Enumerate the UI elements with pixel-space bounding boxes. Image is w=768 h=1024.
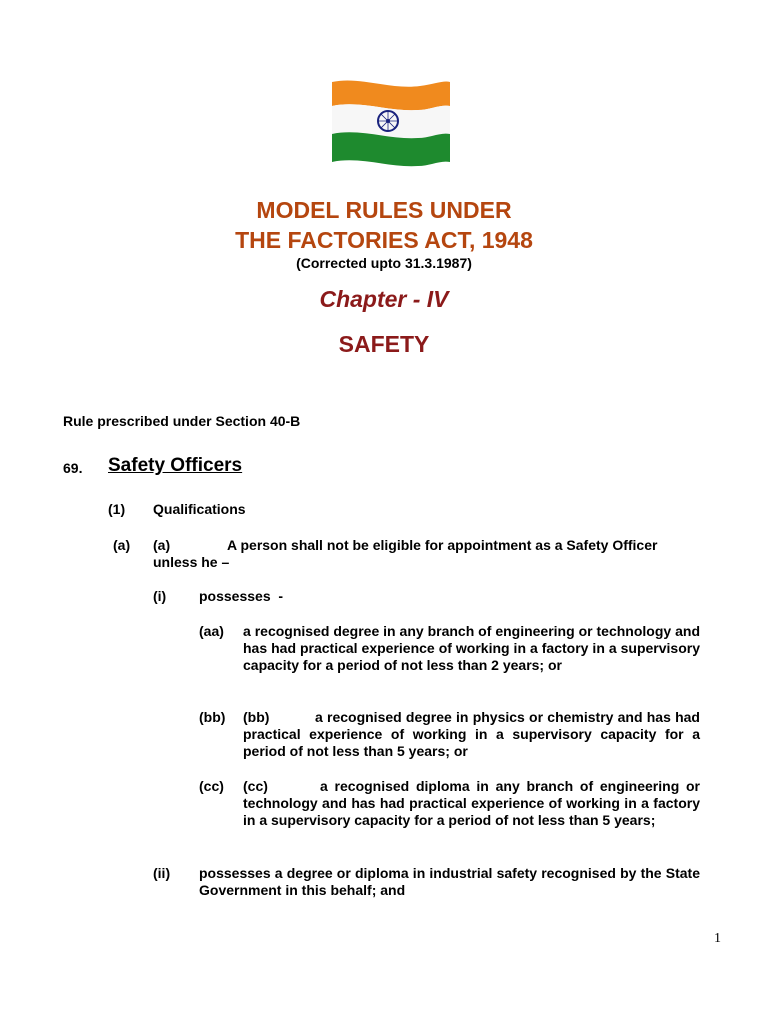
item-i-label: (i)	[153, 588, 167, 604]
chapter-title: Chapter - IV	[319, 286, 449, 312]
item-cc-label: (cc)	[199, 778, 224, 794]
item-cc-text: a recognised diploma in any branch of engineering or technology and has had practical experience of working in a factory in a supervisory capacity for a period of not less than 5 years;	[243, 778, 700, 828]
item-aa-label: (aa)	[199, 623, 224, 639]
item-ii-text: possesses a degree or diploma in industrial safety recognised by the State Government in this behalf; and	[199, 865, 700, 898]
item-bb-inner-label: (bb)	[243, 709, 270, 725]
clause-a-inner-label: (a)	[153, 537, 171, 553]
item-bb-label: (bb)	[199, 709, 226, 725]
title-line-2: THE FACTORIES ACT, 1948	[235, 227, 533, 253]
title-line-1: MODEL RULES UNDER	[256, 197, 512, 223]
flag-green-band	[332, 132, 450, 166]
rule-heading: Safety Officers	[108, 455, 243, 476]
item-bb-text: a recognised degree in physics or chemistry and has had practical experience of working in a supervisory capacity for a period of not less than 5 years; or	[243, 709, 700, 759]
item-ii-label: (ii)	[153, 865, 171, 881]
clause-a-text: A person shall not be eligible for appointment as a Safety Officer	[227, 537, 658, 553]
rule-prescribed: Rule prescribed under Section 40-B	[63, 413, 301, 429]
sub1-label: (1)	[108, 501, 126, 517]
item-cc-inner-label: (cc)	[243, 778, 268, 794]
clause-a-outer-label: (a)	[113, 537, 131, 553]
sub1-text: Qualifications	[153, 501, 246, 517]
ashoka-chakra-icon	[378, 111, 398, 131]
page-number: 1	[714, 931, 721, 946]
item-i-text: possesses -	[199, 588, 284, 604]
corrected-note: (Corrected upto 31.3.1987)	[296, 255, 472, 271]
section-title: SAFETY	[338, 331, 430, 357]
item-aa-text: a recognised degree in any branch of engineering or technology and has had practical experience of working in a factory in a supervisory capacity for a period of not less than 2 years; or	[243, 623, 700, 673]
clause-a-text-cont: unless he –	[153, 554, 230, 570]
india-flag-image	[330, 76, 452, 168]
rule-number: 69.	[63, 460, 83, 476]
